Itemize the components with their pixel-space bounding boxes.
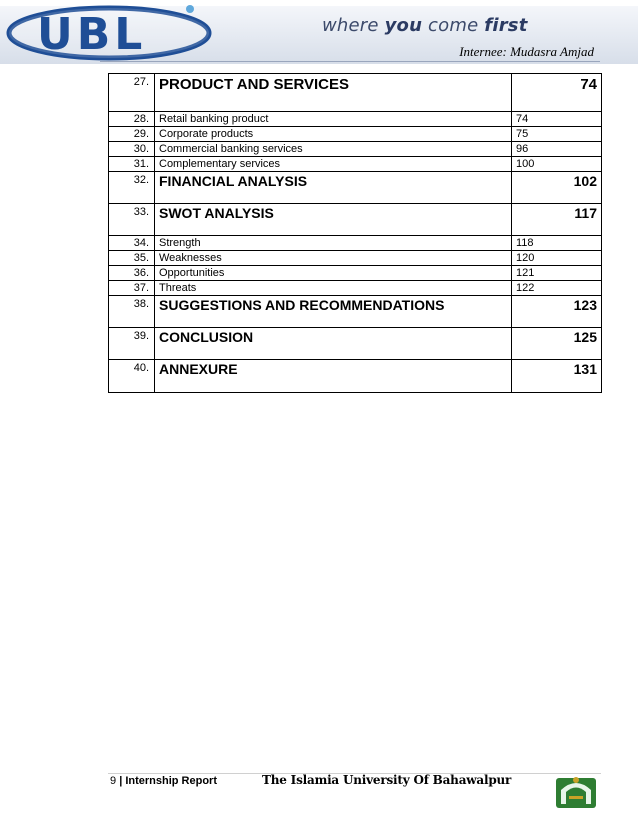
toc-row bbox=[109, 204, 602, 236]
toc-title: FINANCIAL ANALYSIS bbox=[155, 172, 512, 204]
toc-page: 118 bbox=[512, 236, 602, 251]
toc-num: 37. bbox=[109, 281, 155, 296]
header-rule bbox=[100, 61, 600, 62]
toc-num: 36. bbox=[109, 266, 155, 281]
toc-row bbox=[109, 281, 602, 296]
toc-title: Opportunities bbox=[155, 266, 512, 281]
toc-row bbox=[109, 360, 602, 393]
toc-title: CONCLUSION bbox=[155, 328, 512, 360]
toc-page: 102 bbox=[512, 172, 602, 204]
toc-num: 34. bbox=[109, 236, 155, 251]
toc-page: 123 bbox=[512, 296, 602, 328]
toc-page: 74 bbox=[512, 112, 602, 127]
university-seal-icon bbox=[553, 774, 599, 810]
toc-title: ANNEXURE bbox=[155, 360, 512, 393]
toc-page: 121 bbox=[512, 266, 602, 281]
toc-title: Commercial banking services bbox=[155, 142, 512, 157]
toc-page: 96 bbox=[512, 142, 602, 157]
toc-row bbox=[109, 172, 602, 204]
page-number: 9 bbox=[110, 775, 117, 787]
page-header bbox=[0, 0, 638, 66]
tagline-word: come bbox=[428, 15, 479, 36]
university-name: The Islamia University Of Bahawalpur bbox=[262, 773, 512, 787]
toc-row bbox=[109, 251, 602, 266]
toc-page: 117 bbox=[512, 204, 602, 236]
toc-num: 40. bbox=[109, 360, 155, 393]
tagline-word: you bbox=[384, 15, 423, 36]
toc-num: 31. bbox=[109, 157, 155, 172]
toc-title: Strength bbox=[155, 236, 512, 251]
tagline-word: first bbox=[484, 15, 528, 36]
toc-title: PRODUCT AND SERVICES bbox=[155, 74, 512, 112]
toc-row bbox=[109, 296, 602, 328]
footer-separator: | bbox=[119, 775, 123, 787]
tagline bbox=[322, 15, 528, 36]
toc-num: 30. bbox=[109, 142, 155, 157]
toc-page: 74 bbox=[512, 74, 602, 112]
toc-title: Complementary services bbox=[155, 157, 512, 172]
table-of-contents bbox=[108, 73, 602, 393]
toc-row bbox=[109, 142, 602, 157]
toc-title: Retail banking product bbox=[155, 112, 512, 127]
toc-row bbox=[109, 236, 602, 251]
toc-row bbox=[109, 127, 602, 142]
toc-num: 33. bbox=[109, 204, 155, 236]
toc-num: 35. bbox=[109, 251, 155, 266]
toc-row bbox=[109, 157, 602, 172]
toc-title: SWOT ANALYSIS bbox=[155, 204, 512, 236]
toc-row bbox=[109, 112, 602, 127]
toc-title: SUGGESTIONS AND RECOMMENDATIONS bbox=[155, 296, 512, 328]
footer-page-info bbox=[110, 775, 217, 787]
toc-page: 131 bbox=[512, 360, 602, 393]
tagline-word: where bbox=[322, 15, 379, 36]
toc-num: 28. bbox=[109, 112, 155, 127]
toc-page: 120 bbox=[512, 251, 602, 266]
toc-page: 122 bbox=[512, 281, 602, 296]
author-label: Internee: Mudasra Amjad bbox=[459, 44, 594, 59]
toc-row bbox=[109, 328, 602, 360]
report-label: Internship Report bbox=[125, 775, 217, 787]
toc-num: 27. bbox=[109, 74, 155, 112]
toc-num: 29. bbox=[109, 127, 155, 142]
toc-page: 125 bbox=[512, 328, 602, 360]
toc-num: 32. bbox=[109, 172, 155, 204]
ubl-logo bbox=[4, 0, 224, 62]
toc-page: 100 bbox=[512, 157, 602, 172]
toc-row bbox=[109, 266, 602, 281]
toc-row bbox=[109, 74, 602, 112]
toc-page: 75 bbox=[512, 127, 602, 142]
toc-title: Weaknesses bbox=[155, 251, 512, 266]
toc-title: Threats bbox=[155, 281, 512, 296]
toc-num: 39. bbox=[109, 328, 155, 360]
toc-num: 38. bbox=[109, 296, 155, 328]
toc-title: Corporate products bbox=[155, 127, 512, 142]
logo-text: UBL bbox=[37, 9, 147, 60]
